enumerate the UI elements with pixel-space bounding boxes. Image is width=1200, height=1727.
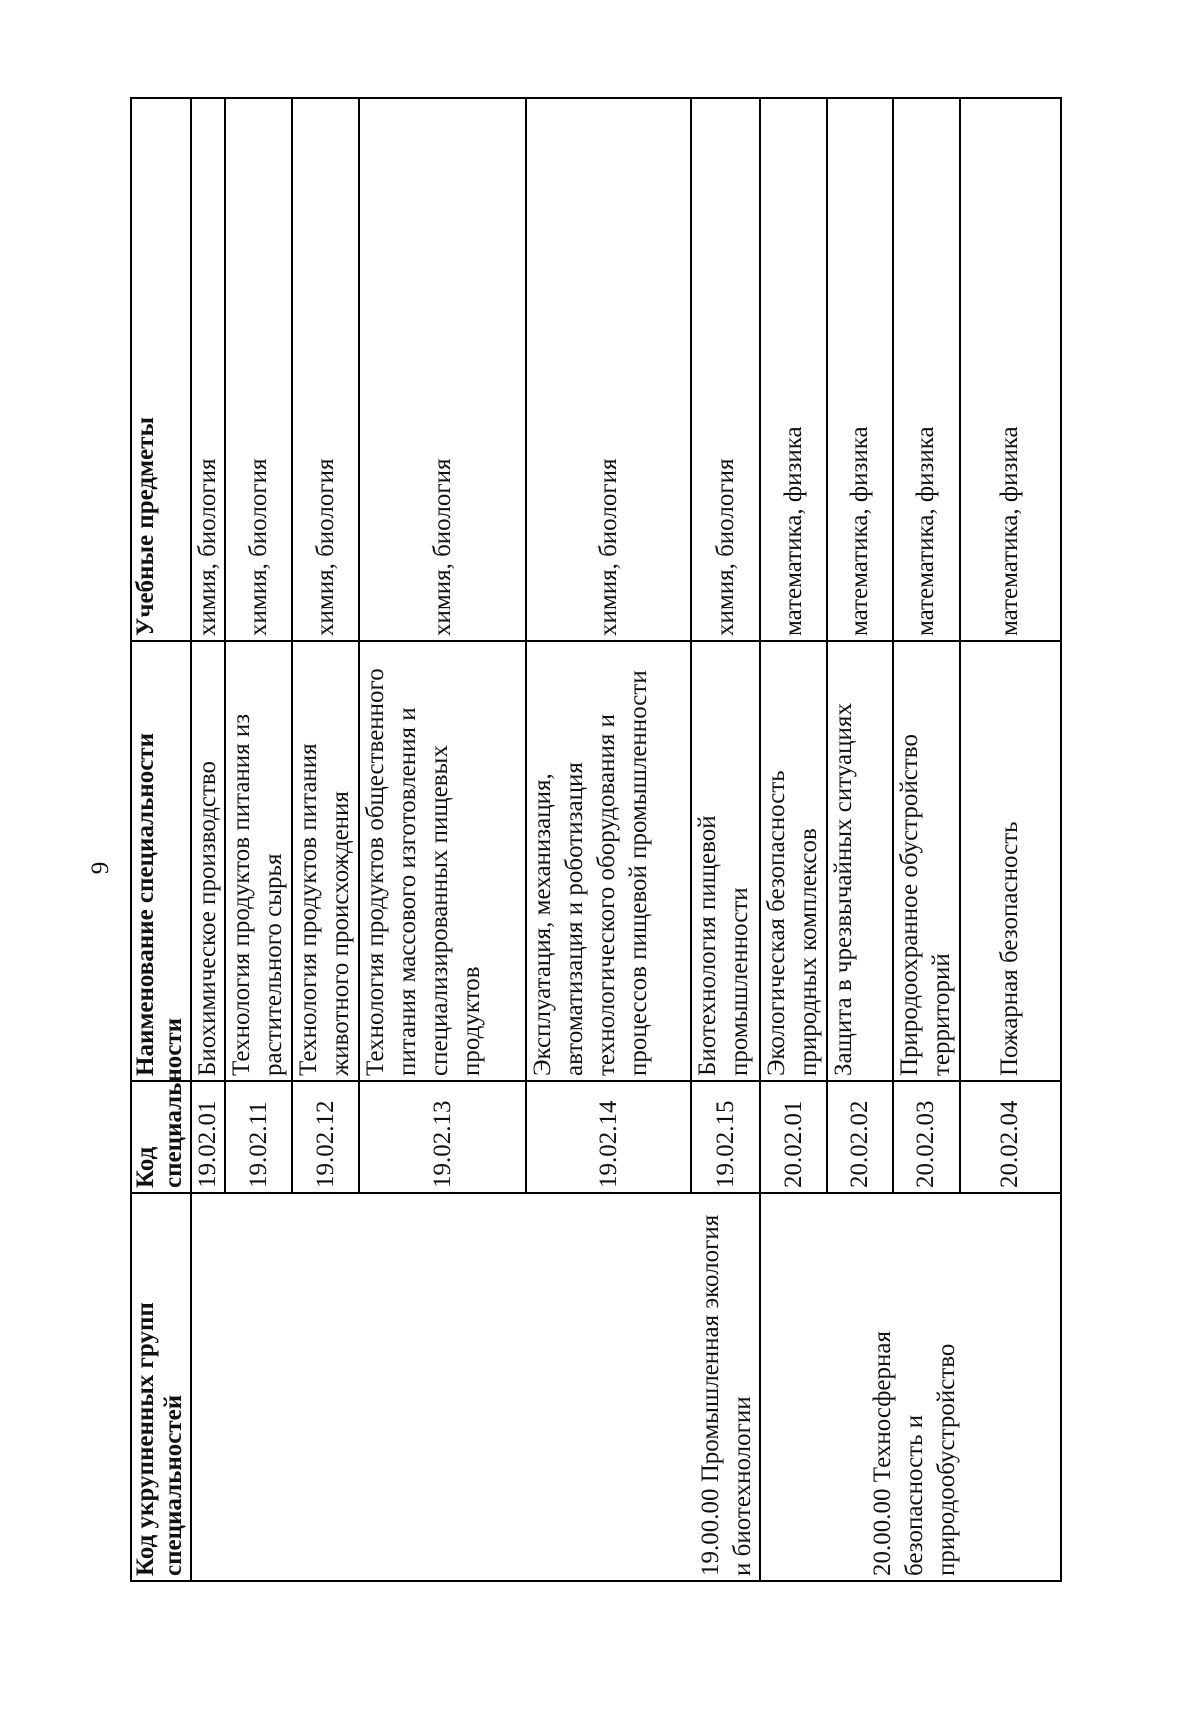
group-cell-20 (760, 1193, 1061, 1581)
specialty-code: 19.02.13 (359, 1081, 526, 1193)
group-cell-19 (191, 1193, 760, 1581)
specialty-code: 20.02.02 (827, 1081, 893, 1193)
subjects: математика, физика (827, 98, 893, 641)
table-row (191, 98, 225, 1581)
specialty-code: 19.02.01 (191, 1081, 225, 1193)
header-specialty-code: Код специальности (131, 1081, 191, 1193)
specialty-name: Эксплуатация, механизация, автоматизация и роботизация технологического оборудования и процессов пищевой промышленности (526, 641, 691, 1081)
specialty-name: Экологическая безопасность природных комплексов (760, 641, 827, 1081)
specialty-code: 20.02.03 (893, 1081, 960, 1193)
specialties-table (130, 97, 1062, 1582)
specialty-name: Биохимическое производство (191, 641, 225, 1081)
specialty-code: 20.02.04 (960, 1081, 1061, 1193)
subjects: химия, биология (359, 98, 526, 641)
specialty-code: 19.02.14 (526, 1081, 691, 1193)
specialty-code: 20.02.01 (760, 1081, 827, 1193)
rotated-table-container (130, 139, 1062, 1582)
specialty-code: 19.02.12 (292, 1081, 359, 1193)
header-specialty-name: Наименование специальности (131, 641, 191, 1081)
specialty-name: Технология продуктов питания животного происхождения (292, 641, 359, 1081)
specialty-name: Технология продуктов общественного питания массового изготовления и специализированных пищевых продуктов (359, 641, 526, 1081)
specialty-code: 19.02.15 (691, 1081, 760, 1193)
specialty-name: Технология продуктов питания из растительного сырья (225, 641, 292, 1081)
group-label: 20.00.00 Техносферная безопасность и природообустройство (868, 1330, 960, 1576)
subjects: математика, физика (893, 98, 960, 641)
specialty-name: Защита в чрезвычайных ситуациях (827, 641, 893, 1081)
group-label: 19.00.00 Промышленная экология и биотехнологии (697, 1214, 757, 1576)
subjects: химия, биология (526, 98, 691, 641)
table-row (760, 98, 827, 1581)
page-number: 9 (87, 861, 114, 875)
specialty-name: Биотехнология пищевой промышленности (691, 641, 760, 1081)
header-group-code: Код укрупненных групп специальностей (131, 1193, 191, 1581)
subjects: химия, биология (691, 98, 760, 641)
specialty-code: 19.02.11 (225, 1081, 292, 1193)
subjects: математика, физика (960, 98, 1061, 641)
subjects: химия, биология (292, 98, 359, 641)
subjects: химия, биология (191, 98, 225, 641)
header-subjects: Учебные предметы (131, 98, 191, 641)
subjects: математика, физика (760, 98, 827, 641)
specialty-name: Пожарная безопасность (960, 641, 1061, 1081)
table-header-row (131, 98, 191, 1581)
specialty-name: Природоохранное обустройство территорий (893, 641, 960, 1081)
subjects: химия, биология (225, 98, 292, 641)
